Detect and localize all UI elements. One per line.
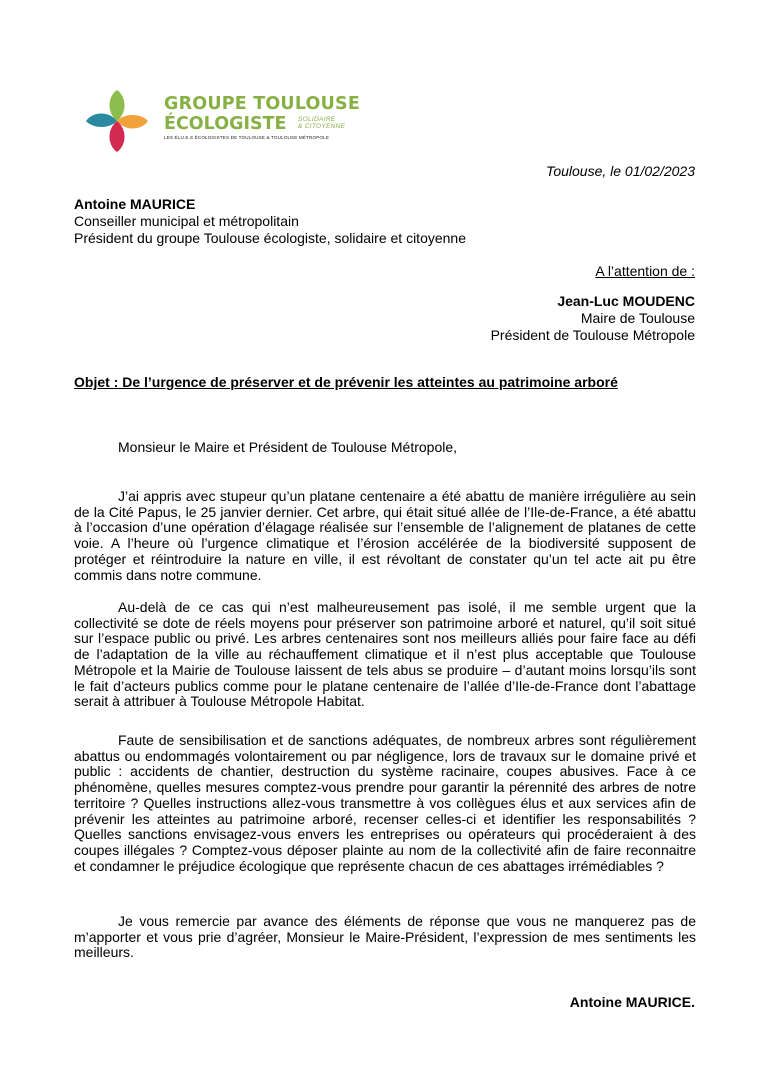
logo-tagline: LES ÉLU.E.S ÉCOLOGISTES DE TOULOUSE & TOULOUSE MÉTROPOLE (164, 135, 330, 140)
sender-title-1: Conseiller municipal et métropolitain (74, 213, 299, 229)
body-paragraph-4: Je vous remercie par avance des éléments de réponse que vous ne manquerez pas de m’apporter et vous prie d’agréer, Monsieur le Maire-Président, l’expression de mes sentiments les meilleurs. (74, 913, 696, 961)
recipient-title-1: Maire de Toulouse (580, 310, 695, 326)
body-paragraph-2: Au-delà de ce cas qui n’est malheureusement pas isolé, il me semble urgent que la collectivité se dote de réels moyens pour préserver son patrimoine arboré et naturel, qu’il soit situé sur l’espace public ou privé. Les arbres centenaires sont nos meilleurs alliés pour faire face au défi de l’adaptation de la ville au réchauffement climatique et il n’est plus acceptable que Toulouse Métropole et la Mairie de Toulouse laissent de tels abus se produire – d’autant moins lorsqu’ils sont le fait d’acteurs publics comme pour le platane centenaire de l’allée d’Ile-de-France dont l’abattage serait à attribuer à Toulouse Métropole Habitat. (74, 599, 696, 710)
recipient-title-2: Président de Toulouse Métropole (490, 327, 695, 343)
recipient-block (491, 293, 695, 344)
salutation: Monsieur le Maire et Président de Toulouse Métropole, (118, 439, 458, 455)
logo-title-line2: ÉCOLOGISTE (164, 114, 287, 134)
logo-subtitle: SOLIDAIRE & CITOYENNE (298, 116, 346, 130)
sender-title-2: Président du groupe Toulouse écologiste, solidaire et citoyenne (74, 230, 466, 246)
sender-name: Antoine MAURICE (74, 196, 196, 212)
logo-title-line1: GROUPE TOULOUSE (164, 94, 360, 114)
body-paragraph-3: Faute de sensibilisation et de sanctions adéquates, de nombreux arbres sont régulièrement abattus ou endommagés volontairement ou par négligence, lors de travaux sur le domaine privé et public : accidents de chantier, destruction du système racinaire, coupes abusives. Face à ce phénomène, quelles mesures comptez-vous prendre pour garantir la pérennité des arbres de notre territoire ? Quelles instructions allez-vous transmettre à vos collègues élus et aux services afin de prévenir les atteintes au patrimoine arboré, recenser celles-ci et identifier les responsabilités ? Quelles sanctions envisagez-vous envers les entreprises ou opérateurs qui procéderaient à des coupes illégales ? Comptez-vous déposer plainte au nom de la collectivité afin de faire reconnaitre et condamner le préjudice écologique que représente chacun de ces abattages irrémédiables ? (74, 732, 696, 874)
letter-subject: Objet : De l’urgence de préserver et de prévenir les atteintes au patrimoine arboré (74, 374, 618, 390)
attention-line: A l’attention de : (595, 263, 695, 279)
body-paragraph-1: J’ai appris avec stupeur qu’un platane centenaire a été abattu de manière irrégulière au sein de la Cité Papus, le 25 janvier dernier. Cet arbre, qui était situé allée de l’Ile-de-France, a été abattu à l’occasion d’une opération d’élagage réalisée sur l’ensemble de l’alignement de platanes de cette voie. A l’heure où l’urgence climatique et l’érosion accélérée de la biodiversité supposent de protéger et réintroduire la nature en ville, il est révoltant de constater qu’un tel acte ait pu être commis dans notre commune. (74, 488, 696, 583)
recipient-name: Jean-Luc MOUDENC (557, 293, 695, 309)
group-logo (86, 86, 360, 152)
letter-date: Toulouse, le 01/02/2023 (546, 163, 695, 179)
signature: Antoine MAURICE. (569, 994, 695, 1010)
sender-block (74, 196, 466, 247)
flower-logo-icon (86, 90, 148, 152)
